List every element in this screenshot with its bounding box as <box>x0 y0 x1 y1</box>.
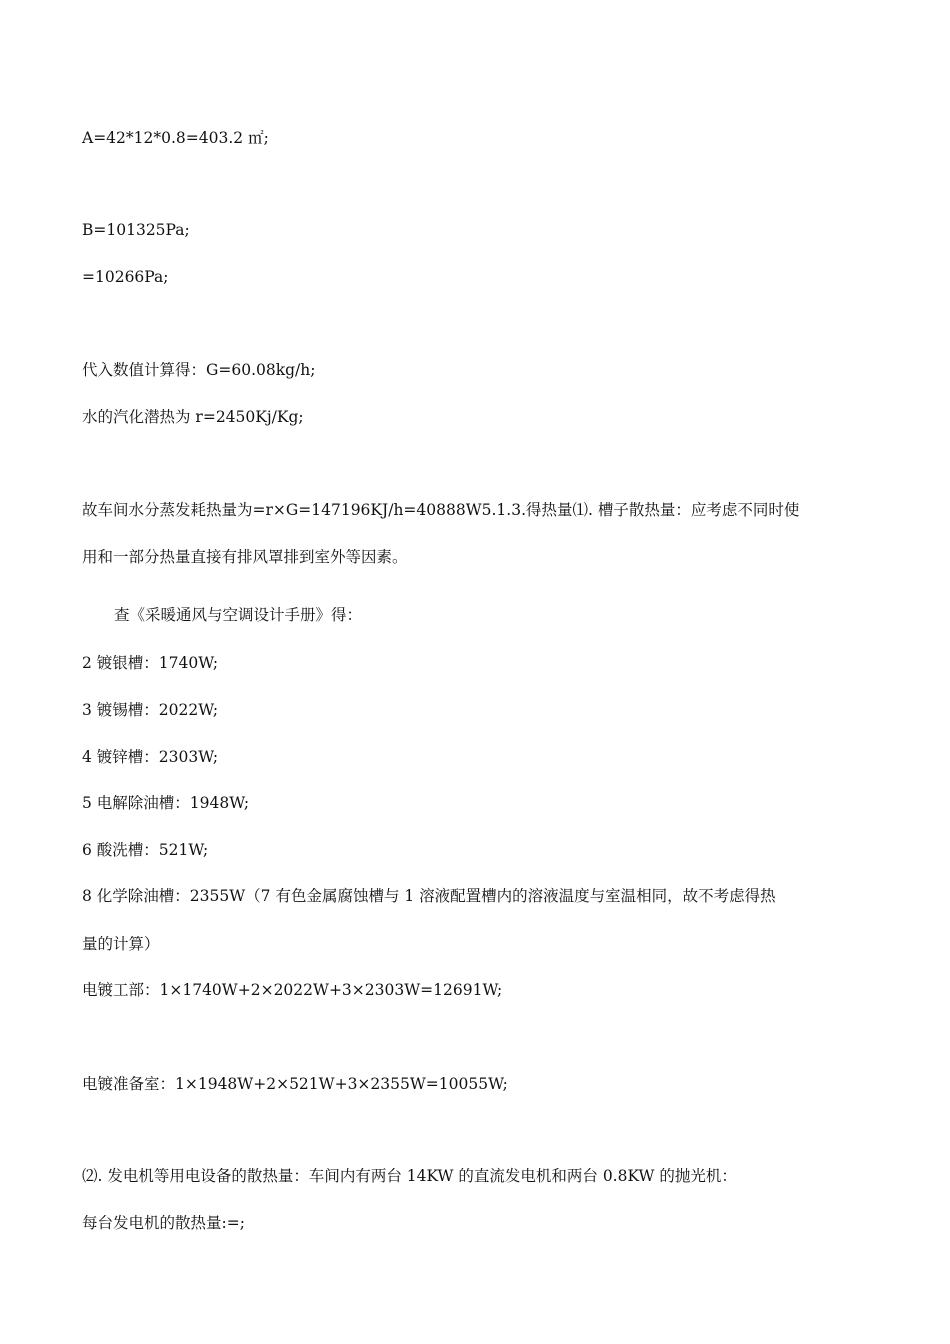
equipment-heat-heading: ⑵. 发电机等用电设备的散热量：车间内有两台 14KW 的直流发电机和两台 0.8KW 的抛光机： <box>82 1167 737 1185</box>
paragraph-evaporation-line-2: 用和一部分热量直接有排风罩排到室外等因素。 <box>82 548 408 566</box>
generator-heat: 每台发电机的散热量:=; <box>82 1214 245 1232</box>
paragraph-evaporation-line-1: 故车间水分蒸发耗热量为=r×G=147196KJ/h=40888W5.1.3.得热量⑴. 槽子散热量：应考虑不同时使 <box>82 501 800 519</box>
list-item: 6 酸洗槽：521W; <box>82 841 209 859</box>
list-item-continuation: 量的计算） <box>82 935 160 953</box>
list-item: 8 化学除油槽：2355W（7 有色金属腐蚀槽与 1 溶液配置槽内的溶液温度与室温相同，故不考虑得热 <box>82 887 776 905</box>
formula-pressure-b: B=101325Pa; <box>82 221 190 239</box>
subtotal-plating: 电镀工部：1×1740W+2×2022W+3×2303W=12691W; <box>82 981 503 999</box>
list-item: 4 镀锌槽：2303W; <box>82 748 219 766</box>
list-item: 5 电解除油槽：1948W; <box>82 794 250 812</box>
result-g: 代入数值计算得：G=60.08kg/h; <box>82 361 316 379</box>
latent-heat: 水的汽化潜热为 r=2450Kj/Kg; <box>82 408 304 426</box>
formula-area: A=42*12*0.8=403.2 ㎡; <box>82 129 269 147</box>
list-item: 2 镀银槽：1740W; <box>82 654 219 672</box>
formula-pressure-value: =10266Pa; <box>82 268 169 286</box>
subtotal-preparation: 电镀准备室：1×1948W+2×521W+3×2355W=10055W; <box>82 1075 508 1093</box>
handbook-reference: 查《采暖通风与空调设计手册》得： <box>114 606 363 624</box>
list-item: 3 镀锡槽：2022W; <box>82 701 219 719</box>
